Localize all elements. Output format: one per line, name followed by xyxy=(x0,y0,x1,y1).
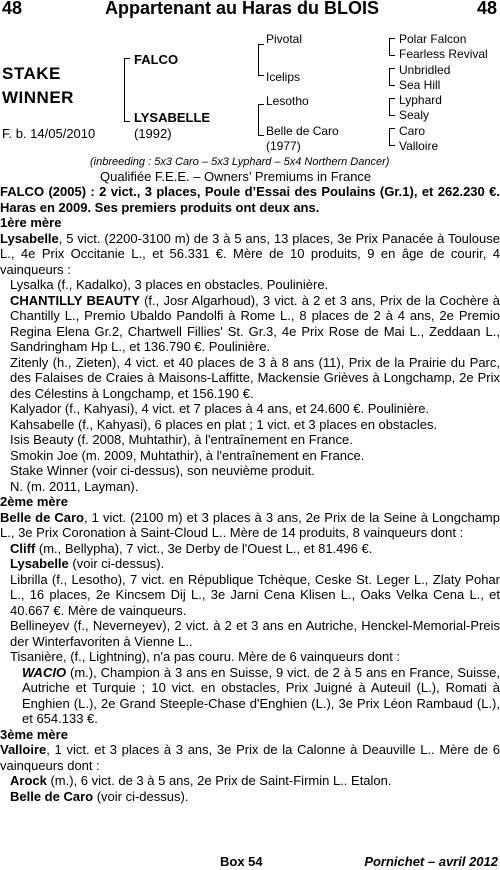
produce-3: Zitenly (h., Zieten), 4 vict. et 40 places de 3 à 8 ans (11), Prix de la Prairie du Parc, des Falaises de Craies à Maisons-Laffitte, Mackensie Grièves à Longchamp, 2e Prix des Célestins à Longchamp, et 156.190 €. xyxy=(10,354,500,401)
ancestor-2: Fearless Revival xyxy=(399,47,488,61)
ancestor-5: Lyphard xyxy=(399,93,442,107)
page-number-left: 48 xyxy=(2,0,23,18)
second-dam-record: Belle de Caro, 1 vict. (2100 m) et 3 places à 3 ans, 2e Prix de la Seine à Longchamp L., 3e Prix Coronation à Saint-Cloud L.. Mère de 14 produits, 8 vainqueurs dont : xyxy=(0,509,500,540)
produce-lysabelle: Lysabelle (voir ci-dessus). xyxy=(10,556,165,571)
dam-name: LYSABELLE xyxy=(134,110,211,125)
third-dam-name: Valloire xyxy=(0,742,47,757)
third-dam-heading: 3ème mère xyxy=(0,726,68,742)
page-header xyxy=(0,0,500,20)
pedigree-body xyxy=(0,184,500,804)
first-dam-heading: 1ère mère xyxy=(0,215,62,230)
grandsire-2: Lesotho xyxy=(266,94,309,108)
produce-arock: Arock (m.), 6 vict. de 3 à 5 ans, 2e Prix de Saint-Firmin L.. Etalon. xyxy=(10,773,392,788)
third-dam-record: Valloire, 1 vict. et 3 places à 3 ans, 3e Prix de la Calonne à Deauville L.. Mère de 6 vainqueurs dont : xyxy=(0,742,500,773)
granddam-1: Icelips xyxy=(266,70,301,84)
page-title: Appartenant au Haras du BLOIS xyxy=(105,0,380,18)
produce-wacio: WACIO (m.), Champion à 3 ans en Suisse, 9 vict. de 2 à 5 ans en France, Suisse, Autriche et Turquie ; 10 vict. en obstacles, Prix Juigné à Auteuil (L.), Romati à Enghien (L.), 2e Grand Steeple-Chase d'Enghien (L.), 3e Prix Léon Rambaud (L.), et 654.133 €. xyxy=(22,664,500,726)
ancestor-7: Caro xyxy=(399,124,426,138)
box-number: Box 54 xyxy=(220,854,263,869)
bracket xyxy=(389,38,395,56)
second-dam-name: Belle de Caro xyxy=(0,509,84,525)
bracket xyxy=(258,44,264,76)
second-dam-heading: 2ème mère xyxy=(0,494,68,509)
produce-7: Smokin Joe (m. 2009, Muhtathir), à l'entraînement en France. xyxy=(10,447,365,463)
ancestor-6: Sealy xyxy=(399,108,430,122)
granddam-2-year: (1977) xyxy=(266,139,301,153)
bracket xyxy=(389,68,395,86)
sire-name: FALCO xyxy=(134,52,179,67)
produce-2: CHANTILLY BEAUTY (f., Josr Algarhoud), 3 vict. à 2 et 3 ans, Prix de la Cochère à Chantilly L., Premio Ubaldo Pandolfi à Rome L., 8 places de 2 à 4 ans, 2e Premio Regina Elena Gr.2, Chartwell Fillies' St. Gr.3, 4e Prix Rose de Mai L., Zeddaan L., Sandringham Hp L., et 136.790 €. Poulinière. xyxy=(10,292,500,354)
produce-bellineyev: Bellineyev (f., Neverneyev), 2 vict. à 2 et 3 ans en Autriche, Henckel-Memorial-Preis der Winterfavoriten à Vienne L.. xyxy=(10,618,500,649)
bracket xyxy=(124,58,130,122)
produce-librilla: Librilla (f., Lesotho), 7 vict. en République Tchèque, Ceske St. Leger L., Zlaty Pohar L., 16 places, 2e Kincsem Dij L., 3e Jarni Cena Klisen L., Oaks Velka Cena L., et 40.667 €. Mère de vainqueurs. xyxy=(10,571,500,618)
produce-8: Stake Winner (voir ci-dessus), son neuvième produit. xyxy=(10,463,315,478)
bracket xyxy=(389,98,395,116)
produce-9: N. (m. 2011, Layman). xyxy=(10,478,139,494)
produce-2-name: CHANTILLY BEAUTY xyxy=(10,292,140,308)
produce-4: Kalyador (f., Kahyasi), 4 vict. et 7 places à 4 ans, et 24.600 €. Poulinière. xyxy=(10,401,430,416)
first-dam-name: Lysabelle xyxy=(0,230,59,246)
ancestor-4: Sea Hill xyxy=(399,78,441,92)
page-number-right: 48 xyxy=(476,0,497,18)
horse-name-line1: STAKE xyxy=(2,64,61,83)
sire-record: FALCO (2005) : 2 vict., 3 places, Poule d’Essai des Poulains (Gr.1), et 262.230 €. Haras en 2009. Ses premiers produits ont deux ans. xyxy=(0,184,500,215)
produce-belle-de-caro: Belle de Caro (voir ci-dessus). xyxy=(10,788,189,804)
produce-cliff: Cliff (m., Bellypha), 7 vict., 3e Derby de l'Ouest L., et 81.496 €. xyxy=(10,540,373,556)
produce-tisaniere: Tisanière, (f., Lightning), n'a pas couru. Mère de 6 vainqueurs dont : xyxy=(10,649,401,664)
bracket xyxy=(258,104,264,136)
dam-year: (1992) xyxy=(134,126,172,141)
sale-place-date: Pornichet – avril 2012 xyxy=(364,854,498,869)
ancestor-1: Polar Falcon xyxy=(399,32,467,46)
birth-info: F. b. 14/05/2010 xyxy=(2,126,96,141)
ancestor-3: Unbridled xyxy=(399,63,451,77)
produce-1: Lysalka (f., Kadalko), 3 places en obstacles. Poulinière. xyxy=(10,277,329,292)
ancestor-8: Valloire xyxy=(399,139,439,153)
horse-name-line2: WINNER xyxy=(2,88,74,107)
bracket xyxy=(389,128,395,146)
first-dam-record: Lysabelle, 5 vict. (2200-3100 m) de 3 à 5 ans, 13 places, 3e Prix Panacée à Toulouse L., 4e Prix Occitanie L., et 56.331 €. Mère de 10 produits, 9 en âge de courir, 4 vainqueurs : xyxy=(0,230,500,277)
qualification-note: Qualifiée F.E.E. – Owners’ Premiums in France xyxy=(100,169,372,184)
produce-5: Kahsabelle (f., Kahyasi), 6 places en plat ; 1 vict. et 3 places en obstacles. xyxy=(10,416,438,432)
inbreeding-note: (inbreeding : 5x3 Caro – 5x3 Lyphard – 5x4 Northern Dancer) xyxy=(90,156,390,168)
grandsire-1: Pivotal xyxy=(266,32,303,46)
produce-6: Isis Beauty (f. 2008, Muhtathir), à l'entraînement en France. xyxy=(10,432,353,447)
granddam-2: Belle de Caro xyxy=(266,124,339,138)
